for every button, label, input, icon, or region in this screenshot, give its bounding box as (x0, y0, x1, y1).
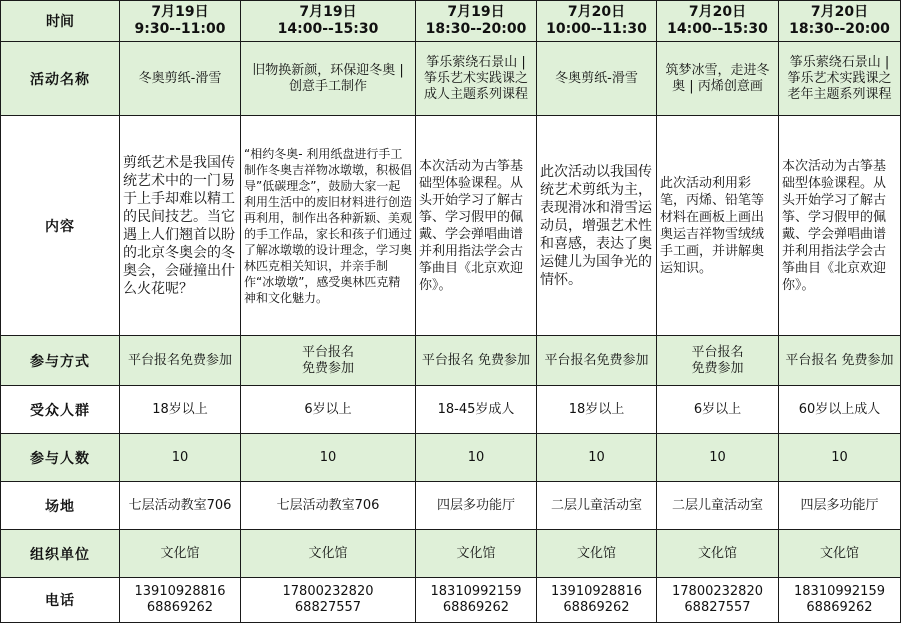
phone-mobile: 18310992159 (794, 584, 885, 599)
phone-value (416, 578, 537, 623)
session-header (779, 1, 901, 42)
method-value: 平台报名免费参加 (537, 336, 657, 386)
activity-name: 旧物换新颜，环保迎冬奥 | 创意手工制作 (241, 42, 416, 116)
session-header (416, 1, 537, 42)
session-header (241, 1, 416, 42)
venue-value: 七层活动教室706 (120, 482, 241, 530)
count-value: 10 (120, 434, 241, 482)
method-value: 平台报名 免费参加 (416, 336, 537, 386)
audience-row (1, 386, 901, 434)
audience-value: 18岁以上 (537, 386, 657, 434)
content-text: 此次活动以我国传统艺术剪纸为主，表现滑冰和滑雪运动员，增强艺术性和喜感，表达了奥运健儿为国争光的情怀。 (537, 116, 657, 336)
session-time: 18:30--20:00 (425, 21, 527, 37)
phone-mobile: 18310992159 (430, 584, 522, 599)
activity-name: 筝乐萦绕石景山 | 筝乐艺术实践课之成人主题系列课程 (416, 42, 537, 116)
row-label-method: 参与方式 (1, 336, 120, 386)
phone-mobile: 13910928816 (134, 584, 226, 599)
phone-value (537, 578, 657, 623)
organizer-value: 文化馆 (779, 530, 901, 578)
venue-value: 二层儿童活动室 (657, 482, 779, 530)
phone-mobile: 13910928816 (551, 584, 642, 599)
audience-value: 6岁以上 (657, 386, 779, 434)
session-date: 7月20日 (810, 4, 869, 20)
organizer-value: 文化馆 (416, 530, 537, 578)
header-row (1, 1, 901, 42)
phone-mobile: 17800232820 (282, 584, 374, 599)
audience-value: 18岁以上 (120, 386, 241, 434)
phone-landline: 68869262 (563, 600, 630, 615)
method-value: 平台报名 免费参加 (657, 336, 779, 386)
content-text: 本次活动为古筝基础型体验课程。从头开始学习了解古筝、学习假甲的佩戴、学会弹唱曲谱并利用指法学会古筝曲目《北京欢迎你》。 (416, 116, 537, 336)
session-time: 14:00--15:30 (277, 21, 379, 37)
phone-value (779, 578, 901, 623)
session-time: 14:00--15:30 (667, 21, 768, 37)
session-date: 7月19日 (151, 4, 209, 20)
content-text: 本次活动为古筝基础型体验课程。从头开始学习了解古筝、学习假甲的佩戴、学会弹唱曲谱并利用指法学会古筝曲目《北京欢迎你》。 (779, 116, 901, 336)
activity-name: 筝乐萦绕石景山 | 筝乐艺术实践课之老年主题系列课程 (779, 42, 901, 116)
phone-landline: 68827557 (684, 600, 751, 615)
phone-landline: 68869262 (442, 600, 510, 615)
phone-landline: 68869262 (806, 600, 873, 615)
phone-landline: 68827557 (294, 600, 362, 615)
session-header (657, 1, 779, 42)
method-value: 平台报名 免费参加 (779, 336, 901, 386)
phone-row (1, 578, 901, 623)
activity-row (1, 42, 901, 116)
count-value: 10 (779, 434, 901, 482)
session-time: 10:00--11:30 (546, 21, 647, 37)
time-header: 时间 (1, 1, 120, 42)
venue-value: 七层活动教室706 (241, 482, 416, 530)
venue-value: 四层多功能厅 (416, 482, 537, 530)
organizer-row (1, 530, 901, 578)
session-date: 7月20日 (567, 4, 626, 20)
content-text: “相约冬奥- 利用纸盘进行手工制作冬奥吉祥物冰墩墩，积极倡导”低碳理念”，鼓励大家一起利用生活中的废旧材料进行创造再利用，制作出各种新颖、美观的手工作品，家长和孩子们通过了解冰墩墩的设计理念，学习奥林匹克相关知识，并亲手制作“冰墩墩”，感受奥林匹克精神和文化魅力。 (241, 116, 416, 336)
session-header (537, 1, 657, 42)
count-row (1, 434, 901, 482)
phone-landline: 68869262 (146, 600, 214, 615)
organizer-value: 文化馆 (657, 530, 779, 578)
method-value: 平台报名免费参加 (120, 336, 241, 386)
content-text: 此次活动利用彩笔，丙烯、铅笔等材料在画板上画出奥运吉祥物雪绒绒手工画，并讲解奥运知识。 (657, 116, 779, 336)
venue-value: 二层儿童活动室 (537, 482, 657, 530)
method-row (1, 336, 901, 386)
row-label-count: 参与人数 (1, 434, 120, 482)
row-label-content: 内容 (1, 116, 120, 336)
organizer-value: 文化馆 (537, 530, 657, 578)
phone-mobile: 17800232820 (672, 584, 763, 599)
session-time: 9:30--11:00 (134, 21, 226, 37)
organizer-value: 文化馆 (120, 530, 241, 578)
row-label-phone: 电话 (1, 578, 120, 623)
count-value: 10 (537, 434, 657, 482)
activity-name: 冬奥剪纸-滑雪 (537, 42, 657, 116)
count-value: 10 (657, 434, 779, 482)
venue-value: 四层多功能厅 (779, 482, 901, 530)
session-time: 18:30--20:00 (789, 21, 890, 37)
session-date: 7月19日 (447, 4, 505, 20)
count-value: 10 (241, 434, 416, 482)
session-date: 7月20日 (688, 4, 747, 20)
content-row (1, 116, 901, 336)
audience-value: 6岁以上 (241, 386, 416, 434)
row-label-audience: 受众人群 (1, 386, 120, 434)
audience-value: 60岁以上成人 (779, 386, 901, 434)
row-label-activity: 活动名称 (1, 42, 120, 116)
count-value: 10 (416, 434, 537, 482)
organizer-value: 文化馆 (241, 530, 416, 578)
phone-value (241, 578, 416, 623)
row-label-venue: 场地 (1, 482, 120, 530)
audience-value: 18-45岁成人 (416, 386, 537, 434)
method-value: 平台报名 免费参加 (241, 336, 416, 386)
phone-value (120, 578, 241, 623)
activity-name: 冬奥剪纸-滑雪 (120, 42, 241, 116)
session-date: 7月19日 (299, 4, 357, 20)
row-label-organizer: 组织单位 (1, 530, 120, 578)
content-text: 剪纸艺术是我国传统艺术中的一门易于上手却难以精工的民间技艺。当它遇上人们翘首以盼的北京冬奥会的冬奥会，会碰撞出什么火花呢？ (120, 116, 241, 336)
session-header (120, 1, 241, 42)
venue-row (1, 482, 901, 530)
phone-value (657, 578, 779, 623)
activity-name: 筑梦冰雪，走进冬奥 | 丙烯创意画 (657, 42, 779, 116)
